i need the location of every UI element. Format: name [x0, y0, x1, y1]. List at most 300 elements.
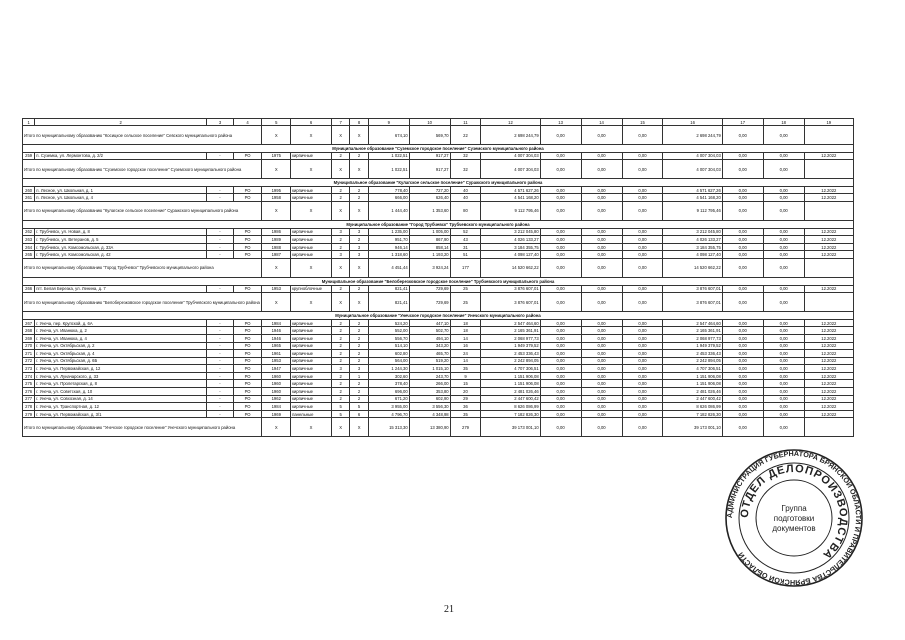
cell-v18: 0,00 [763, 319, 804, 327]
cell-addr: г. Унеча, ул. Транспортная, д. 12 [35, 403, 207, 411]
subtotal-v15: 0,00 [622, 126, 663, 145]
cell-n: 263 [23, 236, 35, 244]
cell-v16: 4 026 133,27 [663, 236, 722, 244]
cell-v12: 2 447 600,42 [481, 395, 540, 403]
cell-addr: г. Унеча, ул. Иванюка, д. 2 [35, 327, 207, 335]
cell-v15: 0,00 [622, 357, 663, 365]
cell-year: 1960 [262, 388, 291, 396]
cell-v14: 0,00 [581, 285, 622, 293]
subtotal-v18: 0,00 [763, 160, 804, 179]
cell-fl: 2 [331, 334, 349, 342]
cell-year: 1965 [262, 342, 291, 350]
cell-v12: 7 182 826,30 [481, 410, 540, 418]
cell-en: 2 [350, 334, 368, 342]
cell-x: X [262, 126, 291, 145]
cell-en: 2 [350, 357, 368, 365]
cell-x: X [331, 418, 349, 437]
subtotal-v13: 0,00 [540, 126, 581, 145]
cell-v17: 0,00 [722, 186, 763, 194]
cell-v12: 4 541 168,20 [481, 194, 540, 202]
subtotal-label: Итого по муниципальному образованию "Косицкое сельское поселение" Севского муниципального района [23, 126, 262, 145]
subtotal-v10: 1 353,60 [409, 201, 450, 220]
subtotal-v10: 569,70 [409, 126, 450, 145]
cell-v9: 1 022,51 [368, 152, 409, 160]
subtotal-v15: 0,00 [622, 160, 663, 179]
subtotal-v12: 14 520 662,22 [481, 258, 540, 277]
cell-v10: 343,20 [409, 342, 450, 350]
cell-addr: г. Трубчевск, ул. Комсомольская, д. 42 [35, 251, 207, 259]
table-row [23, 403, 854, 411]
cell-v10: 502,70 [409, 327, 450, 335]
subtotal-label: Итого по муниципальному образованию "Белоберезковское городское поселение" Трубчевского муниципального района [23, 293, 262, 312]
column-number-cell: 12 [481, 119, 540, 126]
cell-v17: 0,00 [722, 342, 763, 350]
cell-v17: 0,00 [722, 334, 763, 342]
subtotal-v17: 0,00 [722, 160, 763, 179]
cell-v12: 4 571 627,26 [481, 186, 540, 194]
subtotal-row [23, 201, 854, 220]
cell-empty [804, 160, 853, 179]
cell-c3: - [207, 334, 234, 342]
subtotal-row [23, 293, 854, 312]
subtotal-v13: 0,00 [540, 160, 581, 179]
cell-v11: 20 [450, 388, 481, 396]
section-title: Муниципальное образование "Белоберезковское городское поселение" Трубчевского муниципального района [23, 277, 854, 285]
cell-v9: 666,00 [368, 194, 409, 202]
cell-v16: 2 447 600,42 [663, 395, 722, 403]
cell-v19: 12.2022 [804, 350, 853, 358]
cell-v13: 0,00 [540, 342, 581, 350]
cell-x: X [331, 160, 349, 179]
cell-v10: 465,70 [409, 350, 450, 358]
cell-mat: кирпичные [291, 236, 332, 244]
cell-fl: 2 [331, 285, 349, 293]
cell-v11: 43 [450, 236, 481, 244]
cell-v10: 3 556,30 [409, 403, 450, 411]
cell-x: X [331, 201, 349, 220]
cell-v19: 12.2022 [804, 357, 853, 365]
cell-v12: 2 242 894,05 [481, 357, 540, 365]
cell-fl: 2 [331, 380, 349, 388]
cell-v19: 12.2022 [804, 152, 853, 160]
cell-mat: кирпичные [291, 395, 332, 403]
cell-v19: 12.2022 [804, 403, 853, 411]
cell-v12: 3 212 045,80 [481, 228, 540, 236]
subtotal-row [23, 258, 854, 277]
cell-year: 1975 [262, 152, 291, 160]
cell-v9: 3 955,00 [368, 403, 409, 411]
subtotal-v13: 0,00 [540, 293, 581, 312]
column-number-cell: 9 [368, 119, 409, 126]
subtotal-v11: 80 [450, 201, 481, 220]
cell-year: 1953 [262, 285, 291, 293]
cell-n: 264 [23, 243, 35, 251]
table-body [23, 119, 854, 437]
cell-x: X [262, 160, 291, 179]
cell-v13: 0,00 [540, 350, 581, 358]
cell-year: 1946 [262, 327, 291, 335]
cell-v17: 0,00 [722, 410, 763, 418]
column-number-cell: 6 [291, 119, 332, 126]
subtotal-v11: 25 [450, 293, 481, 312]
cell-year: 1969 [262, 410, 291, 418]
cell-v19: 12.2022 [804, 194, 853, 202]
document-table-container [22, 118, 854, 437]
cell-v18: 0,00 [763, 388, 804, 396]
cell-v11: 52 [450, 228, 481, 236]
cell-x: X [331, 258, 349, 277]
cell-year: 1958 [262, 194, 291, 202]
cell-v9: 302,60 [368, 372, 409, 380]
cell-year: 1946 [262, 334, 291, 342]
cell-n: 273 [23, 365, 35, 373]
cell-v16: 2 242 894,05 [663, 357, 722, 365]
cell-en: 1 [350, 372, 368, 380]
cell-fl: 5 [331, 403, 349, 411]
cell-v18: 0,00 [763, 380, 804, 388]
cell-v12: 1 151 906,08 [481, 380, 540, 388]
table-row [23, 350, 854, 358]
cell-year: 1989 [262, 236, 291, 244]
cell-v11: 25 [450, 285, 481, 293]
cell-x: X [350, 160, 368, 179]
cell-mat: панельные [291, 410, 332, 418]
subtotal-v13: 0,00 [540, 258, 581, 277]
cell-n: 270 [23, 342, 35, 350]
seal-outer-text: АДМИНИСТРАЦИЯ ГУБЕРНАТОРА БРЯНСКОЙ ОБЛАСТИ И ПРАВИТЕЛЬСТВА БРЯНСКОЙ ОБЛАСТИ [724, 448, 864, 588]
cell-v19: 12.2022 [804, 410, 853, 418]
cell-fl: 3 [331, 365, 349, 373]
cell-v18: 0,00 [763, 285, 804, 293]
table-row [23, 152, 854, 160]
subtotal-v14: 0,00 [581, 418, 622, 437]
subtotal-v18: 0,00 [763, 258, 804, 277]
cell-v11: 31 [450, 243, 481, 251]
subtotal-v13: 0,00 [540, 201, 581, 220]
cell-addr: г. Унеча, ул. Октябрьская, д. 4 [35, 350, 207, 358]
cell-year: 1962 [262, 395, 291, 403]
cell-year: 1986 [262, 228, 291, 236]
cell-v14: 0,00 [581, 350, 622, 358]
cell-v18: 0,00 [763, 327, 804, 335]
column-number-cell: 8 [350, 119, 368, 126]
cell-v12: 2 453 336,43 [481, 350, 540, 358]
cell-v17: 0,00 [722, 350, 763, 358]
cell-v16: 2 165 361,91 [663, 327, 722, 335]
cell-v19: 12.2022 [804, 395, 853, 403]
cell-v9: 1 235,00 [368, 228, 409, 236]
column-number-row [23, 119, 854, 126]
cell-n: 260 [23, 186, 35, 194]
cell-fl: 2 [331, 372, 349, 380]
cell-year: 1960 [262, 372, 291, 380]
cell-v17: 0,00 [722, 194, 763, 202]
subtotal-v15: 0,00 [622, 293, 663, 312]
cell-en: 3 [350, 251, 368, 259]
cell-v18: 0,00 [763, 403, 804, 411]
subtotal-v9: 15 313,30 [368, 418, 409, 437]
cell-c4: РО [233, 403, 262, 411]
cell-c4: РО [233, 357, 262, 365]
cell-v13: 0,00 [540, 395, 581, 403]
cell-v16: 2 068 977,73 [663, 334, 722, 342]
cell-c4: РО [233, 342, 262, 350]
cell-mat: кирпичные [291, 327, 332, 335]
cell-mat: кирпичные [291, 342, 332, 350]
cell-v15: 0,00 [622, 285, 663, 293]
cell-v10: 602,90 [409, 395, 450, 403]
cell-v16: 1 949 379,52 [663, 342, 722, 350]
cell-v17: 0,00 [722, 236, 763, 244]
cell-x: X [350, 126, 368, 145]
table-row [23, 342, 854, 350]
cell-x: X [350, 258, 368, 277]
cell-v14: 0,00 [581, 186, 622, 194]
subtotal-v11: 32 [450, 160, 481, 179]
cell-n: 262 [23, 228, 35, 236]
cell-mat: кирпичные [291, 152, 332, 160]
cell-c3: - [207, 236, 234, 244]
subtotal-v14: 0,00 [581, 258, 622, 277]
cell-v11: 40 [450, 186, 481, 194]
cell-x: X [262, 201, 291, 220]
subtotal-label: Итого по муниципальному образованию "Унечское городское поселение" Унечского муниципального района [23, 418, 262, 437]
table-row [23, 251, 854, 259]
cell-mat: кирпичные [291, 372, 332, 380]
cell-empty [804, 126, 853, 145]
cell-n: 261 [23, 194, 35, 202]
cell-x: X [291, 126, 332, 145]
cell-v18: 0,00 [763, 350, 804, 358]
cell-v14: 0,00 [581, 319, 622, 327]
cell-v19: 12.2022 [804, 285, 853, 293]
cell-v17: 0,00 [722, 388, 763, 396]
cell-v15: 0,00 [622, 319, 663, 327]
column-number-cell: 1 [23, 119, 35, 126]
cell-v12: 8 626 086,99 [481, 403, 540, 411]
cell-v9: 1 318,60 [368, 251, 409, 259]
cell-year: 1947 [262, 365, 291, 373]
cell-v11: 36 [450, 403, 481, 411]
cell-v18: 0,00 [763, 243, 804, 251]
cell-v19: 12.2022 [804, 372, 853, 380]
cell-v16: 1 151 906,08 [663, 372, 722, 380]
cell-addr: п. Суземка, ул. Лермонтова, д. 2/2 [35, 152, 207, 160]
cell-mat: кирпичные [291, 251, 332, 259]
cell-v13: 0,00 [540, 380, 581, 388]
cell-fl: 5 [331, 410, 349, 418]
cell-v9: 564,00 [368, 357, 409, 365]
cell-v15: 0,00 [622, 365, 663, 373]
cell-v13: 0,00 [540, 251, 581, 259]
column-number-cell: 16 [663, 119, 722, 126]
cell-v19: 12.2022 [804, 380, 853, 388]
subtotal-v17: 0,00 [722, 201, 763, 220]
cell-v14: 0,00 [581, 388, 622, 396]
cell-v13: 0,00 [540, 388, 581, 396]
cell-v10: 727,20 [409, 186, 450, 194]
subtotal-v17: 0,00 [722, 126, 763, 145]
cell-x: X [291, 201, 332, 220]
cell-fl: 2 [331, 243, 349, 251]
cell-en: 2 [350, 285, 368, 293]
cell-v12: 2 165 361,91 [481, 327, 540, 335]
cell-c4: РО [233, 372, 262, 380]
section-title: Муниципальное образование "Суземское городское поселение" Суземского муниципального района [23, 145, 854, 153]
subtotal-v18: 0,00 [763, 418, 804, 437]
cell-mat: кирпичные [291, 194, 332, 202]
cell-fl: 2 [331, 342, 349, 350]
cell-v9: 946,14 [368, 243, 409, 251]
cell-addr: г. Унеча, ул. Первомайская, д. 12 [35, 365, 207, 373]
cell-c3: - [207, 319, 234, 327]
subtotal-v9: 1 022,51 [368, 160, 409, 179]
cell-n: 277 [23, 395, 35, 403]
table-row [23, 243, 854, 251]
cell-v11: 24 [450, 350, 481, 358]
cell-en: 5 [350, 403, 368, 411]
cell-v17: 0,00 [722, 327, 763, 335]
subtotal-v12: 2 698 244,79 [481, 126, 540, 145]
cell-c4: РО [233, 327, 262, 335]
subtotal-v10: 13 380,90 [409, 418, 450, 437]
table-row [23, 228, 854, 236]
cell-c3: - [207, 194, 234, 202]
cell-v17: 0,00 [722, 380, 763, 388]
cell-c4: РО [233, 350, 262, 358]
cell-v15: 0,00 [622, 334, 663, 342]
cell-c4: РО [233, 243, 262, 251]
cell-v19: 12.2022 [804, 388, 853, 396]
municipality-section-row [23, 312, 854, 320]
cell-addr: г. Трубчевск, ул. Новая, д. 8 [35, 228, 207, 236]
cell-v17: 0,00 [722, 228, 763, 236]
cell-x: X [262, 258, 291, 277]
cell-fl: 2 [331, 327, 349, 335]
seal-center-line-3: документов [772, 524, 816, 533]
cell-v18: 0,00 [763, 395, 804, 403]
subtotal-v18: 0,00 [763, 201, 804, 220]
cell-v12: 2 547 464,60 [481, 319, 540, 327]
subtotal-v12: 39 173 001,10 [481, 418, 540, 437]
cell-v14: 0,00 [581, 236, 622, 244]
cell-v12: 1 151 906,08 [481, 372, 540, 380]
cell-fl: 3 [331, 228, 349, 236]
cell-year: 1984 [262, 319, 291, 327]
column-number-cell: 17 [722, 119, 763, 126]
table-row [23, 327, 854, 335]
subtotal-v15: 0,00 [622, 201, 663, 220]
cell-v9: 778,40 [368, 186, 409, 194]
cell-c3: - [207, 342, 234, 350]
cell-v14: 0,00 [581, 334, 622, 342]
cell-v9: 556,70 [368, 334, 409, 342]
cell-n: 265 [23, 251, 35, 259]
cell-v18: 0,00 [763, 186, 804, 194]
cell-n: 276 [23, 388, 35, 396]
table-row [23, 319, 854, 327]
cell-mat: кирпичные [291, 388, 332, 396]
cell-v14: 0,00 [581, 357, 622, 365]
cell-v16: 4 571 627,26 [663, 186, 722, 194]
cell-v19: 12.2022 [804, 228, 853, 236]
cell-v18: 0,00 [763, 334, 804, 342]
cell-v15: 0,00 [622, 251, 663, 259]
cell-addr: г. Унеча, ул. Октябрьская, д. 6Б [35, 357, 207, 365]
cell-v15: 0,00 [622, 395, 663, 403]
cell-c4: РО [233, 380, 262, 388]
cell-v16: 3 184 355,75 [663, 243, 722, 251]
cell-v16: 4 541 168,20 [663, 194, 722, 202]
subtotal-v18: 0,00 [763, 293, 804, 312]
cell-v11: 40 [450, 194, 481, 202]
cell-v16: 4 098 127,40 [663, 251, 722, 259]
column-number-cell: 13 [540, 119, 581, 126]
seal-ring-text: ОТДЕЛ ДЕЛОПРОИЗВОДСТВА [738, 462, 850, 562]
subtotal-v12: 3 876 607,01 [481, 293, 540, 312]
cell-v19: 12.2022 [804, 334, 853, 342]
subtotal-v16: 3 876 607,01 [663, 293, 722, 312]
cell-year: 1995 [262, 186, 291, 194]
cell-x: X [262, 293, 291, 312]
cell-x: X [350, 418, 368, 437]
cell-addr: г. Унеча, ул. Советская, д. 10 [35, 388, 207, 396]
cell-v12: 4 026 133,27 [481, 236, 540, 244]
cell-c3: - [207, 372, 234, 380]
cell-v17: 0,00 [722, 285, 763, 293]
cell-c4: РО [233, 395, 262, 403]
cell-fl: 2 [331, 152, 349, 160]
cell-v13: 0,00 [540, 228, 581, 236]
cell-en: 2 [350, 350, 368, 358]
subtotal-v14: 0,00 [581, 160, 622, 179]
cell-v14: 0,00 [581, 251, 622, 259]
cell-addr: г. Унеча, ул. Первомайская, д. 3/1 [35, 410, 207, 418]
subtotal-v14: 0,00 [581, 126, 622, 145]
cell-en: 2 [350, 380, 368, 388]
cell-addr: г. Трубчевск, ул. Ветеранов, д. 5 [35, 236, 207, 244]
housing-program-table [22, 118, 854, 437]
cell-v13: 0,00 [540, 372, 581, 380]
cell-v15: 0,00 [622, 388, 663, 396]
cell-fl: 2 [331, 194, 349, 202]
cell-v15: 0,00 [622, 410, 663, 418]
cell-v15: 0,00 [622, 243, 663, 251]
cell-v17: 0,00 [722, 152, 763, 160]
cell-v17: 0,00 [722, 403, 763, 411]
seal-center-line-1: Группа [781, 504, 807, 513]
subtotal-v16: 4 007 304,03 [663, 160, 722, 179]
cell-v16: 1 151 906,08 [663, 380, 722, 388]
subtotal-v9: 1 444,40 [368, 201, 409, 220]
subtotal-v9: 4 451,44 [368, 258, 409, 277]
subtotal-row [23, 418, 854, 437]
cell-c4: РО [233, 319, 262, 327]
cell-v12: 2 481 026,46 [481, 388, 540, 396]
cell-v17: 0,00 [722, 357, 763, 365]
cell-en: 2 [350, 319, 368, 327]
cell-mat: кирпичные [291, 319, 332, 327]
cell-v12: 1 949 379,52 [481, 342, 540, 350]
cell-n: 272 [23, 357, 35, 365]
column-number-cell: 19 [804, 119, 853, 126]
cell-v18: 0,00 [763, 236, 804, 244]
cell-v19: 12.2022 [804, 342, 853, 350]
cell-en: 2 [350, 152, 368, 160]
cell-v17: 0,00 [722, 372, 763, 380]
cell-v10: 447,10 [409, 319, 450, 327]
cell-mat: кирпичные [291, 380, 332, 388]
